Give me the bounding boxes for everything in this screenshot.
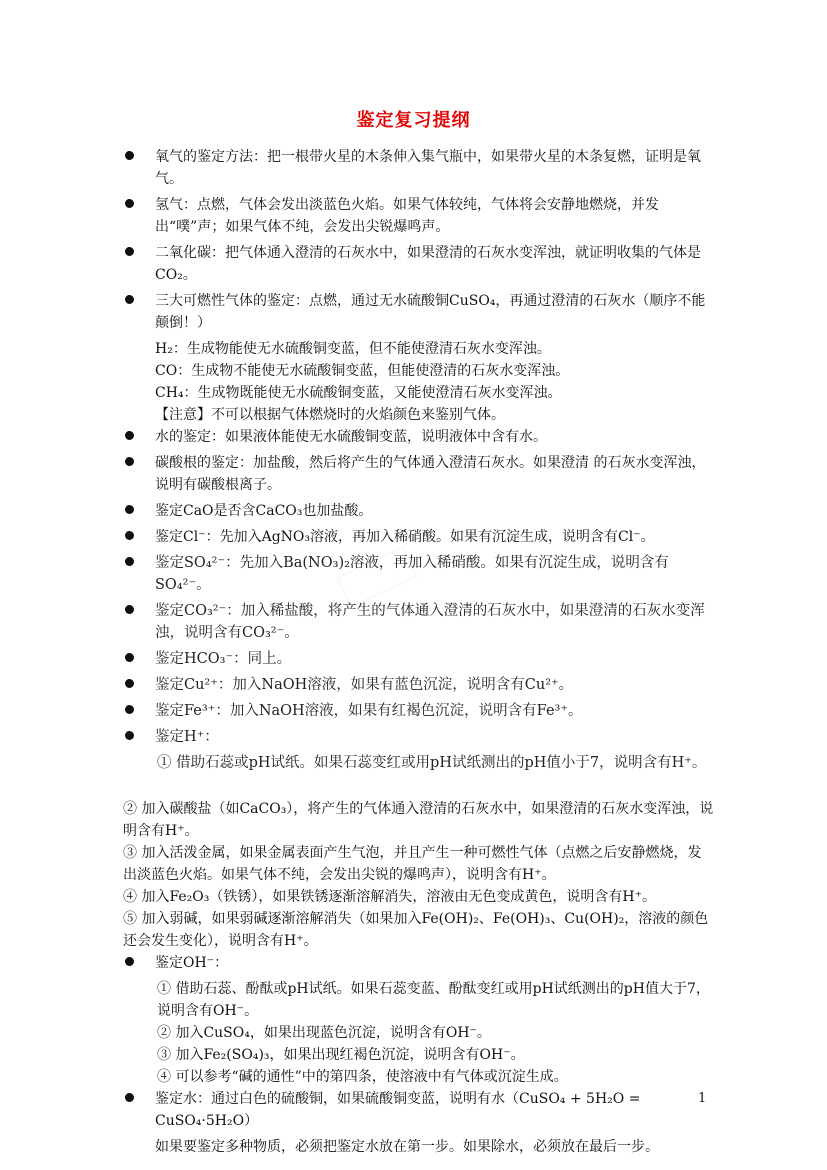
bullet-icon	[125, 247, 134, 256]
paragraph: ⑤ 加入弱碱，如果弱碱逐渐溶解消失（如果加入Fe(OH)₂、Fe(OH)₃、Cu(OH)₂，溶液的颜色还会发生变化），说明含有H⁺。	[123, 911, 709, 949]
bullet-icon	[125, 957, 134, 966]
item-text: 鉴定SO₄²⁻：先加入Ba(NO₃)₂溶液，再加入稀硝酸。如果有沉淀生成，说明含有SO₄²⁻。	[155, 555, 669, 593]
sub-line: ③ 加入Fe₂(SO₄)₃，如果出现红褐色沉淀，说明含有OH⁻。	[157, 1047, 525, 1063]
list-item	[125, 600, 715, 644]
bullet-icon	[125, 557, 134, 566]
list-item	[125, 452, 715, 496]
spacer	[125, 774, 715, 798]
item-text: 三大可燃性气体的鉴定：点燃，通过无水硫酸铜CuSO₄，再通过澄清的石灰水（顺序不能颠倒！）	[155, 293, 706, 331]
list-item	[125, 700, 715, 722]
item-text: 鉴定Fe³⁺：加入NaOH溶液，如果有红褐色沉淀，说明含有Fe³⁺。	[155, 703, 583, 719]
page-number: 1	[698, 1091, 707, 1106]
list-item	[125, 1088, 715, 1132]
sub-line: ④ 可以参考“碱的通性”中的第四条，使溶液中有气体或沉淀生成。	[157, 1069, 568, 1085]
sub-line: ② 加入CuSO₄，如果出现蓝色沉淀，说明含有OH⁻。	[157, 1025, 491, 1041]
bullet-icon	[125, 653, 134, 662]
paragraph: ④ 加入Fe₂O₃（铁锈），如果铁锈逐渐溶解消失，溶液由无色变成黄色，说明含有H⁺。	[123, 889, 656, 905]
sub-line: H₂：生成物能使无水硫酸铜变蓝，但不能使澄清石灰水变浑浊。	[155, 341, 551, 357]
list-item	[125, 952, 715, 974]
sub-line: ① 借助石蕊、酚酞或pH试纸。如果石蕊变蓝、酚酞变红或用pH试纸测出的pH值大于7，说明含有OH⁻。	[157, 981, 710, 1019]
item-text: 二氧化碳：把气体通入澄清的石灰水中，如果澄清的石灰水变浑浊，就证明收集的气体是CO₂。	[155, 245, 701, 283]
list-item	[125, 194, 715, 238]
item-text: 鉴定CO₃²⁻：加入稀盐酸，将产生的气体通入澄清的石灰水中，如果澄清的石灰水变浑浊，说明含有CO₃²⁻。	[155, 603, 705, 641]
bullet-icon	[125, 531, 134, 540]
list-item	[125, 648, 715, 670]
list-item	[125, 146, 715, 190]
note-line: 【注意】不可以根据气体燃烧时的火焰颜色来鉴别气体。	[155, 407, 505, 423]
item-text: 鉴定Cu²⁺：加入NaOH溶液，如果有蓝色沉淀，说明含有Cu²⁺。	[155, 677, 574, 693]
item-text: 氢气：点燃，气体会发出淡蓝色火焰。如果气体较纯，气体将会安静地燃烧，并发出“噗”声；如果气体不纯，会发出尖锐爆鸣声。	[155, 197, 659, 235]
item-text: 鉴定H⁺：	[155, 729, 219, 745]
list-item	[125, 726, 715, 748]
page-title: 鉴定复习提纲	[356, 110, 471, 131]
item-text: 鉴定CaO是否含CaCO₃也加盐酸。	[155, 503, 373, 519]
list-item	[125, 526, 715, 548]
bullet-icon	[125, 1093, 134, 1102]
bullet-icon	[125, 679, 134, 688]
item-text: 水的鉴定：如果液体能使无水硫酸铜变蓝，说明液体中含有水。	[155, 429, 547, 445]
sub-line: 如果要鉴定多种物质，必须把鉴定水放在第一步。如果除水，必须放在最后一步。	[155, 1139, 659, 1155]
item-text: 鉴定OH⁻：	[155, 955, 229, 971]
item-text: 碳酸根的鉴定：加盐酸，然后将产生的气体通入澄清石灰水。如果澄清 的石灰水变浑浊，说明有碳酸根离子。	[155, 455, 706, 493]
sub-line: CH₄：生成物既能使无水硫酸铜变蓝，又能使澄清石灰水变浑浊。	[155, 385, 562, 401]
list-item	[125, 500, 715, 522]
bullet-icon	[125, 457, 134, 466]
item-text: 氧气的鉴定方法：把一根带火星的木条伸入集气瓶中，如果带火星的木条复燃，证明是氧气。	[155, 149, 701, 187]
item-text: 鉴定HCO₃⁻：同上。	[155, 651, 292, 667]
list-item	[125, 290, 715, 334]
list-item	[125, 552, 715, 596]
bullet-icon	[125, 705, 134, 714]
bullet-icon	[125, 505, 134, 514]
list-item	[125, 674, 715, 696]
bullet-icon	[125, 431, 134, 440]
bullet-icon	[125, 605, 134, 614]
sub-line: CO：生成物不能使无水硫酸铜变蓝，但能使澄清的石灰水变浑浊。	[155, 363, 570, 379]
list-item	[125, 426, 715, 448]
item-text: 鉴定水：通过白色的硫酸铜，如果硫酸铜变蓝，说明有水（CuSO₄ + 5H₂O = CuSO₄·5H₂O）	[155, 1091, 641, 1129]
bullet-icon	[125, 199, 134, 208]
bullet-icon	[125, 295, 134, 304]
bullet-icon	[125, 151, 134, 160]
list-item	[125, 242, 715, 286]
paragraph: ② 加入碳酸盐（如CaCO₃），将产生的气体通入澄清的石灰水中，如果澄清的石灰水变浑浊，说明含有H⁺。	[123, 801, 714, 839]
item-text: 鉴定Cl⁻：先加入AgNO₃溶液，再加入稀硝酸。如果有沉淀生成，说明含有Cl⁻。	[155, 529, 655, 545]
sub-line: ① 借助石蕊或pH试纸。如果石蕊变红或用pH试纸测出的pH值小于7，说明含有H⁺。	[157, 755, 707, 771]
content-body	[125, 146, 715, 1158]
paragraph: ③ 加入活泼金属，如果金属表面产生气泡，并且产生一种可燃性气体（点燃之后安静燃烧，发出淡蓝色火焰。如果气体不纯，会发出尖锐的爆鸣声），说明含有H⁺。	[123, 845, 702, 883]
bullet-icon	[125, 731, 134, 740]
